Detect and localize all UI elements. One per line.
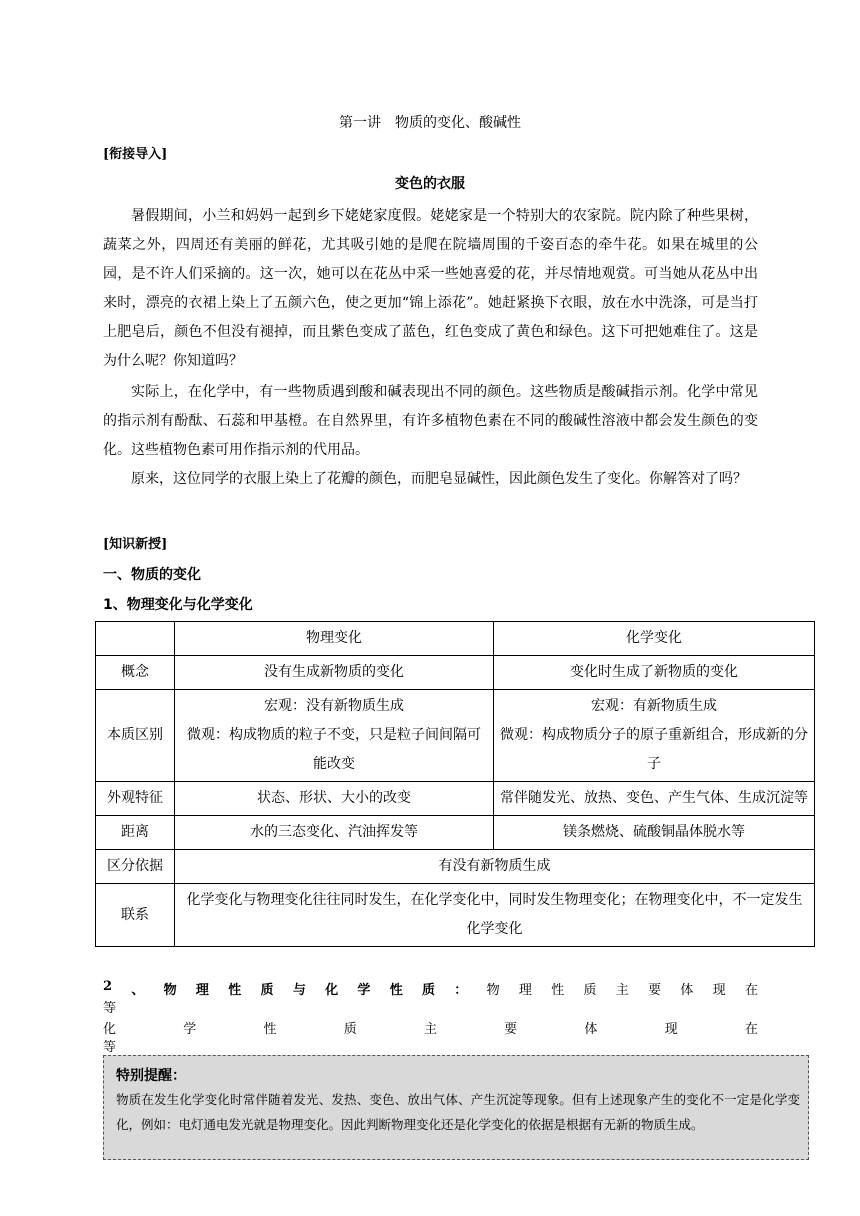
char: 在	[744, 983, 758, 998]
row-label: 外观特征	[96, 782, 175, 816]
char: 主	[423, 1022, 437, 1037]
row-label: 区分依据	[96, 850, 175, 884]
line-end-text: 等	[103, 1001, 117, 1016]
char: ：	[454, 983, 468, 998]
table-row	[96, 656, 815, 690]
char: 性	[551, 983, 565, 998]
table-cell: 变化时生成了新物质的变化	[494, 656, 815, 690]
line-end-text: 等	[103, 1040, 117, 1055]
char: 化	[103, 1022, 117, 1037]
char: 质	[343, 1022, 357, 1037]
table-row	[96, 816, 815, 850]
section-heading: 一、物质的变化	[103, 567, 201, 583]
char: 现	[664, 1022, 678, 1037]
char: 要	[648, 983, 662, 998]
char: 质	[260, 983, 274, 998]
table-cell	[494, 690, 815, 782]
char: 在	[744, 1022, 758, 1037]
table-cell: 有没有新物质生成	[175, 850, 815, 884]
char: 化	[325, 983, 339, 998]
special-reminder-box	[103, 1055, 809, 1160]
char: 体	[584, 1022, 598, 1037]
physical-macro-text: 宏观：没有新物质生成	[264, 698, 404, 714]
reminder-title: 特别提醒：	[116, 1068, 186, 1084]
row-label: 本质区别	[96, 690, 175, 782]
char: 学	[183, 1022, 197, 1037]
table-row	[96, 690, 815, 782]
row-label: 联系	[96, 884, 175, 947]
table-row	[96, 850, 815, 884]
table-header-chemical: 化学变化	[494, 622, 815, 656]
table-cell: 水的三态变化、汽油挥发等	[175, 816, 494, 850]
row-label: 距离	[96, 816, 175, 850]
char: 现	[712, 983, 726, 998]
char: 性	[263, 1022, 277, 1037]
table-row	[96, 622, 815, 656]
chemical-properties-line	[103, 1018, 758, 1037]
chemical-micro-text: 微观：构成物质分子的原子重新组合，形成新的分子	[500, 727, 808, 772]
story-paragraph-1: 暑假期间，小兰和妈妈一起到乡下姥姥家度假。姥姥家是一个特别大的农家院。院内除了种些果树，蔬菜之外，四周还有美丽的鲜花，尤其吸引她的是爬在院墙周围的千姿百态的牵牛花。如果在城里的公园，是不许人们采摘的。这一次，她可以在花丛中采一些她喜爱的花，并尽情地观赏。可当她从花丛中出来时，漂亮的衣裙上染上了五颜六色，使之更加“锦上添花”。她赶紧换下衣眼，放在水中洗涤，可是当打上肥皂后，颜色不但没有褪掉，而且紫色变成了蓝色，红色变成了黄色和绿色。这下可把她难住了。这是为什么呢？你知道吗？	[103, 208, 758, 369]
story-paragraph-2: 实际上，在化学中，有一些物质遇到酸和碱表现出不同的颜色。这些物质是酸碱指示剂。化学中常见的指示剂有酚酞、石蕊和甲基橙。在自然界里，有许多植物色素在不同的酸碱性溶液中都会发生颜色的变化。这些植物色素可用作指示剂的代用品。	[103, 384, 758, 458]
char: 与	[292, 983, 306, 998]
char: 质	[422, 983, 436, 998]
table-cell: 镁条燃烧、硫酸铜晶体脱水等	[494, 816, 815, 850]
table-row	[96, 782, 815, 816]
table-cell: 没有生成新物质的变化	[175, 656, 494, 690]
table-cell: 化学变化与物理变化往往同时发生，在化学变化中，同时发生物理变化；在物理变化中，不一定发生化学变化	[175, 884, 815, 947]
table-header-physical: 物理变化	[175, 622, 494, 656]
char: 性	[228, 983, 242, 998]
intro-tag: [衔接导入]	[103, 147, 168, 162]
char: 、	[131, 983, 145, 998]
reminder-text: 物质在发生化学变化时常伴随着发光、发热、变色、放出气体、产生沉淀等现象。但有上述现象产生的变化不一定是化学变化，例如：电灯通电发光就是物理变化。因此判断物理变化还是化学变化的依据是根据有无新的物质生成。	[116, 1092, 800, 1132]
comparison-table	[95, 621, 815, 947]
table-row	[96, 884, 815, 947]
char: 要	[504, 1022, 518, 1037]
char: 理	[195, 983, 209, 998]
row-label: 概念	[96, 656, 175, 690]
chemical-macro-text: 宏观：有新物质生成	[591, 698, 717, 714]
properties-line	[103, 979, 758, 998]
char: 物	[163, 983, 177, 998]
knowledge-tag: [知识新授]	[103, 537, 168, 552]
char: 学	[357, 983, 371, 998]
table-cell: 常伴随发光、放热、变色、产生气体、生成沉淀等	[494, 782, 815, 816]
subsection-heading: 1、物理变化与化学变化	[103, 597, 253, 613]
story-paragraph-3: 原来，这位同学的衣服上染上了花瓣的颜色，而肥皂显碱性，因此颜色发生了变化。你解答对了吗？	[131, 471, 747, 487]
table-cell: 状态、形状、大小的改变	[175, 782, 494, 816]
char: 主	[615, 983, 629, 998]
table-cell	[96, 622, 175, 656]
story-title: 变色的衣服	[395, 176, 465, 192]
char: 体	[680, 983, 694, 998]
char: 2	[103, 979, 113, 994]
physical-micro-text: 微观：构成物质的粒子不变，只是粒子间间隔可能改变	[187, 727, 481, 772]
char: 理	[518, 983, 532, 998]
lecture-title: 第一讲 物质的变化、酸碱性	[339, 115, 521, 131]
char: 物	[486, 983, 500, 998]
table-cell	[175, 690, 494, 782]
char: 性	[389, 983, 403, 998]
char: 质	[583, 983, 597, 998]
